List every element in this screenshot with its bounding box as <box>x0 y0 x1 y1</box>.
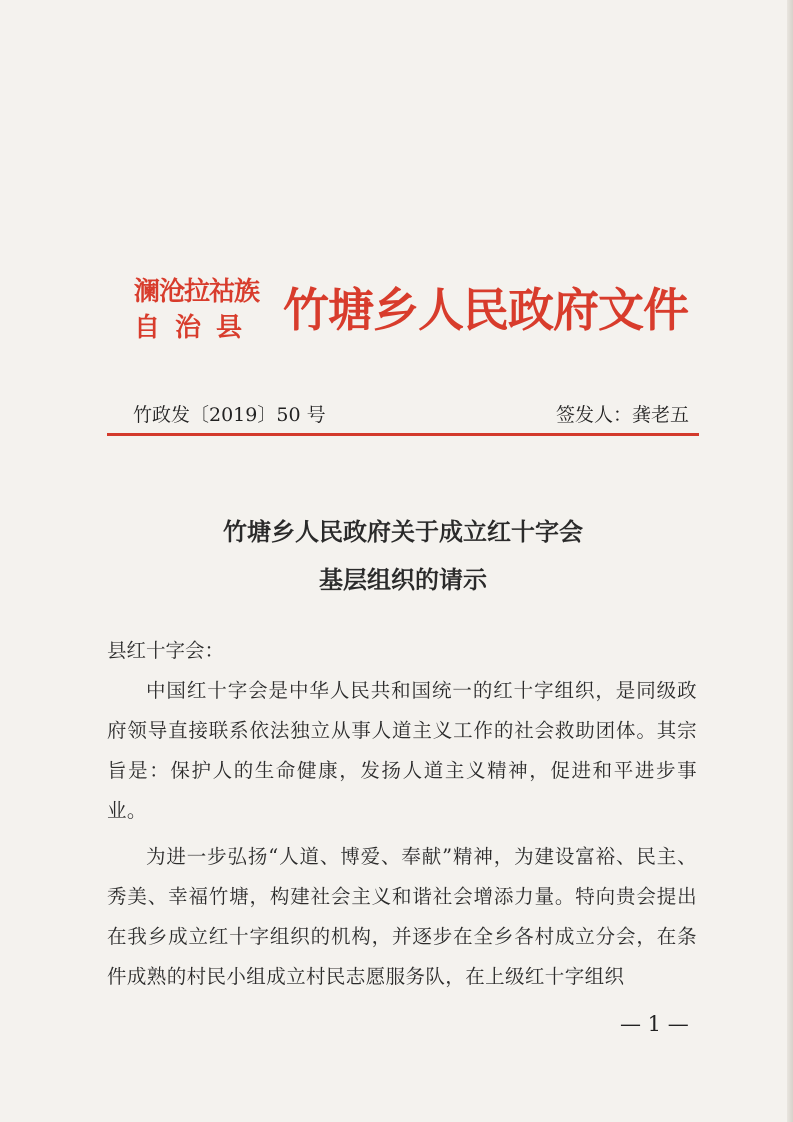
scan-edge-shadow <box>787 0 793 1122</box>
title-line-2: 基层组织的请示 <box>319 566 487 594</box>
page-number: — 1 — <box>620 1012 689 1036</box>
body-paragraph-2: 为进一步弘扬“人道、博爱、奉献”精神，为建设富裕、民主、秀美、幸福竹塘，构建社会主义和谐社会增添力量。特向贵会提出在我乡成立红十字组织的机构，并逐步在全乡各村成立分会，在条件成熟的村民小组成立村民志愿服务队，在上级红十字组织 <box>107 845 697 988</box>
document-body <box>107 631 697 997</box>
document-title <box>107 508 699 604</box>
salutation: 县红十字会： <box>107 639 225 662</box>
issuer-line-2: 自治县 <box>134 313 258 343</box>
issuer-county-name <box>134 274 260 346</box>
title-line-1: 竹塘乡人民政府关于成立红十字会 <box>223 518 583 546</box>
document-number: 竹政发〔2019〕50 号 <box>133 404 326 426</box>
body-paragraph-1: 中国红十字会是中华人民共和国统一的红十字组织，是同级政府领导直接联系依法独立从事人道主义工作的社会救助团体。其宗旨是：保护人的生命健康，发扬人道主义精神，促进和平进步事业。 <box>107 679 697 822</box>
document-type-heading: 竹塘乡人民政府文件 <box>283 283 688 337</box>
red-separator-line <box>107 433 699 436</box>
signer-line: 签发人：龚老五 <box>555 404 689 426</box>
issuer-line-1: 澜沧拉祜族 <box>134 277 260 307</box>
